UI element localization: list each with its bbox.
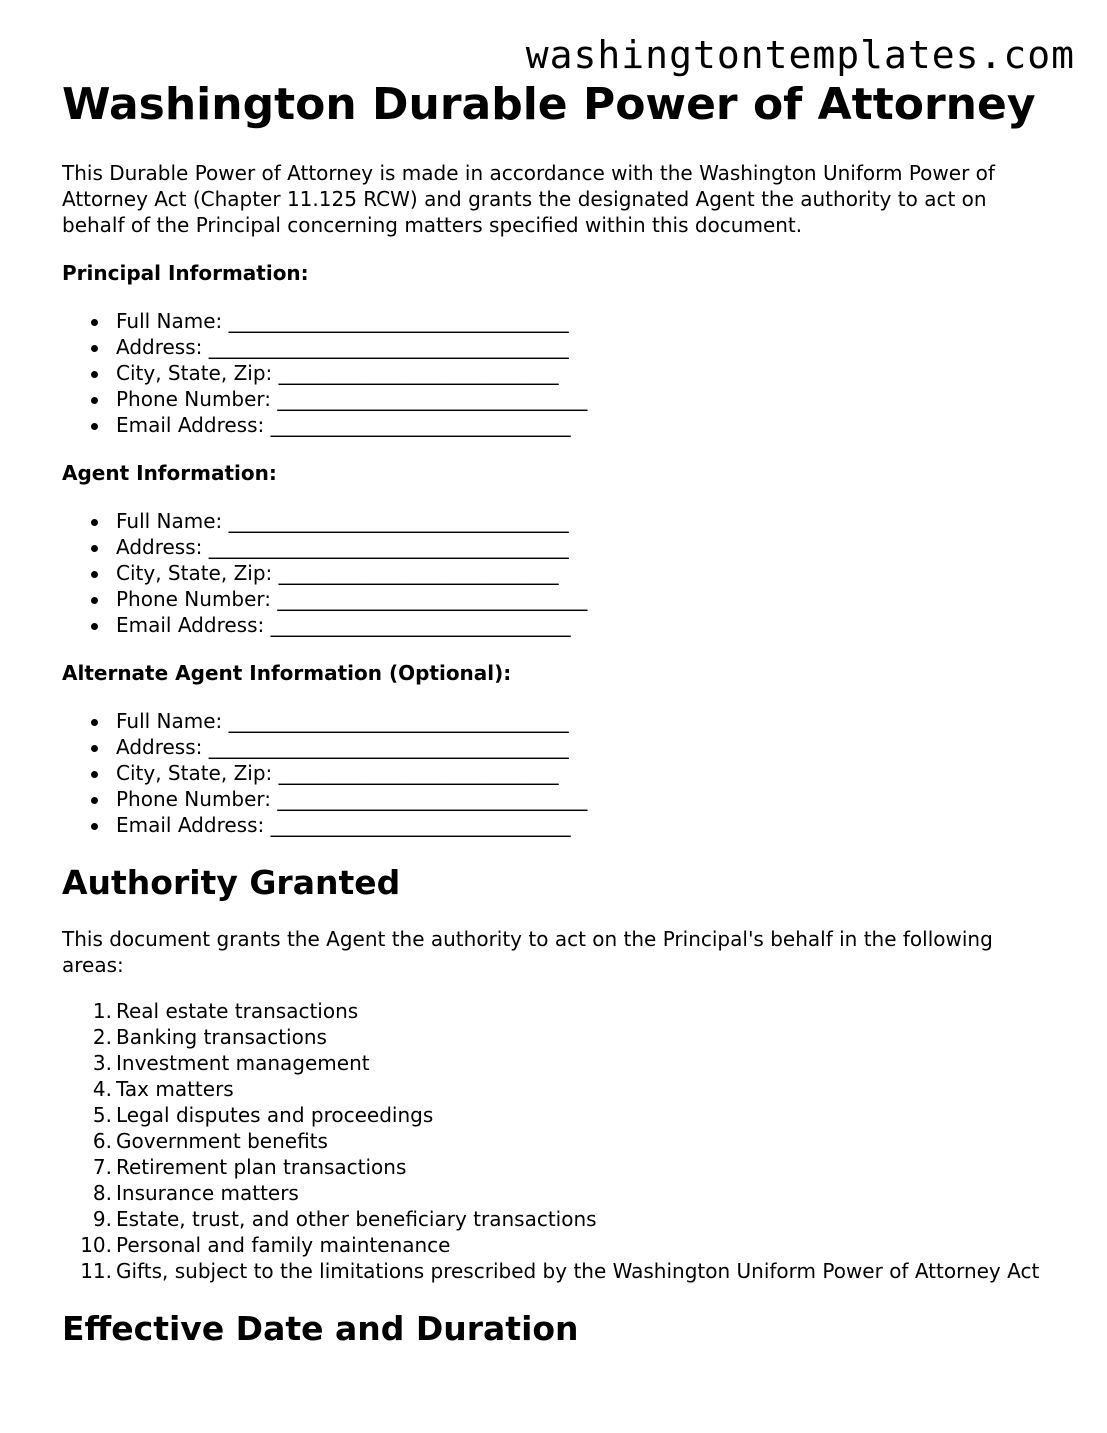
list-number: 3. [92,1051,112,1075]
list-text: Estate, trust, and other beneficiary transactions [116,1207,597,1231]
authority-heading: Authority Granted [62,863,401,902]
list-item [62,1258,1052,1284]
principal-city-state-zip-field: City, State, Zip: ____________________________ [62,360,1052,386]
list-text: Investment management [116,1051,370,1075]
alternate-agent-phone-field: Phone Number: _______________________________ [62,786,1052,812]
alternate-agent-heading: Alternate Agent Information (Optional): [62,661,512,685]
authority-areas-list [62,998,1052,1284]
principal-full-name-field: Full Name: __________________________________ [62,308,1052,334]
agent-email-field: Email Address: ______________________________ [62,612,1052,638]
agent-address-field: Address: ____________________________________ [62,534,1052,560]
list-number: 6. [92,1129,112,1153]
agent-heading: Agent Information: [62,461,277,485]
list-number: 11. [80,1259,112,1283]
list-text: Insurance matters [116,1181,299,1205]
list-text: Retirement plan transactions [116,1155,407,1179]
list-item [62,1024,1052,1050]
alternate-agent-email-field: Email Address: ______________________________ [62,812,1052,838]
list-item [62,1206,1052,1232]
effective-date-heading: Effective Date and Duration [62,1309,579,1348]
list-item [62,1154,1052,1180]
list-text: Government benefits [116,1129,328,1153]
principal-fields [62,308,1052,438]
principal-address-field: Address: ____________________________________ [62,334,1052,360]
list-text: Real estate transactions [116,999,359,1023]
list-number: 10. [80,1233,112,1257]
list-item [62,998,1052,1024]
list-number: 7. [92,1155,112,1179]
list-number: 8. [92,1181,112,1205]
alternate-agent-full-name-field: Full Name: __________________________________ [62,708,1052,734]
page-title: Washington Durable Power of Attorney [62,79,1036,130]
list-item [62,1232,1052,1258]
list-text: Banking transactions [116,1025,327,1049]
list-number: 5. [92,1103,112,1127]
principal-email-field: Email Address: ______________________________ [62,412,1052,438]
list-text: Tax matters [116,1077,234,1101]
list-item [62,1102,1052,1128]
list-text: Gifts, subject to the limitations prescribed by the Washington Uniform Power of Attorney Act [116,1259,1040,1283]
list-item [62,1050,1052,1076]
list-item [62,1128,1052,1154]
authority-paragraph: This document grants the Agent the authority to act on the Principal's behalf in the following areas: [62,927,993,977]
principal-phone-field: Phone Number: _______________________________ [62,386,1052,412]
list-text: Legal disputes and proceedings [116,1103,434,1127]
document [62,80,1052,1350]
alternate-agent-city-state-zip-field: City, State, Zip: ____________________________ [62,760,1052,786]
agent-phone-field: Phone Number: _______________________________ [62,586,1052,612]
agent-city-state-zip-field: City, State, Zip: ____________________________ [62,560,1052,586]
alternate-agent-address-field: Address: ____________________________________ [62,734,1052,760]
list-number: 4. [92,1077,112,1101]
list-number: 1. [92,999,112,1023]
intro-paragraph: This Durable Power of Attorney is made in accordance with the Washington Uniform Power of Attorney Act (Chapter 11.125 RCW) and grants the designated Agent the authority to act on behalf of the Principal concerning matters specified within this document. [62,161,995,237]
principal-heading: Principal Information: [62,261,309,285]
site-watermark: washingtontemplates.com [525,33,1075,77]
list-number: 9. [92,1207,112,1231]
agent-fields [62,508,1052,638]
list-number: 2. [92,1025,112,1049]
list-text: Personal and family maintenance [116,1233,451,1257]
list-item [62,1180,1052,1206]
list-item [62,1076,1052,1102]
alternate-agent-fields [62,708,1052,838]
agent-full-name-field: Full Name: __________________________________ [62,508,1052,534]
